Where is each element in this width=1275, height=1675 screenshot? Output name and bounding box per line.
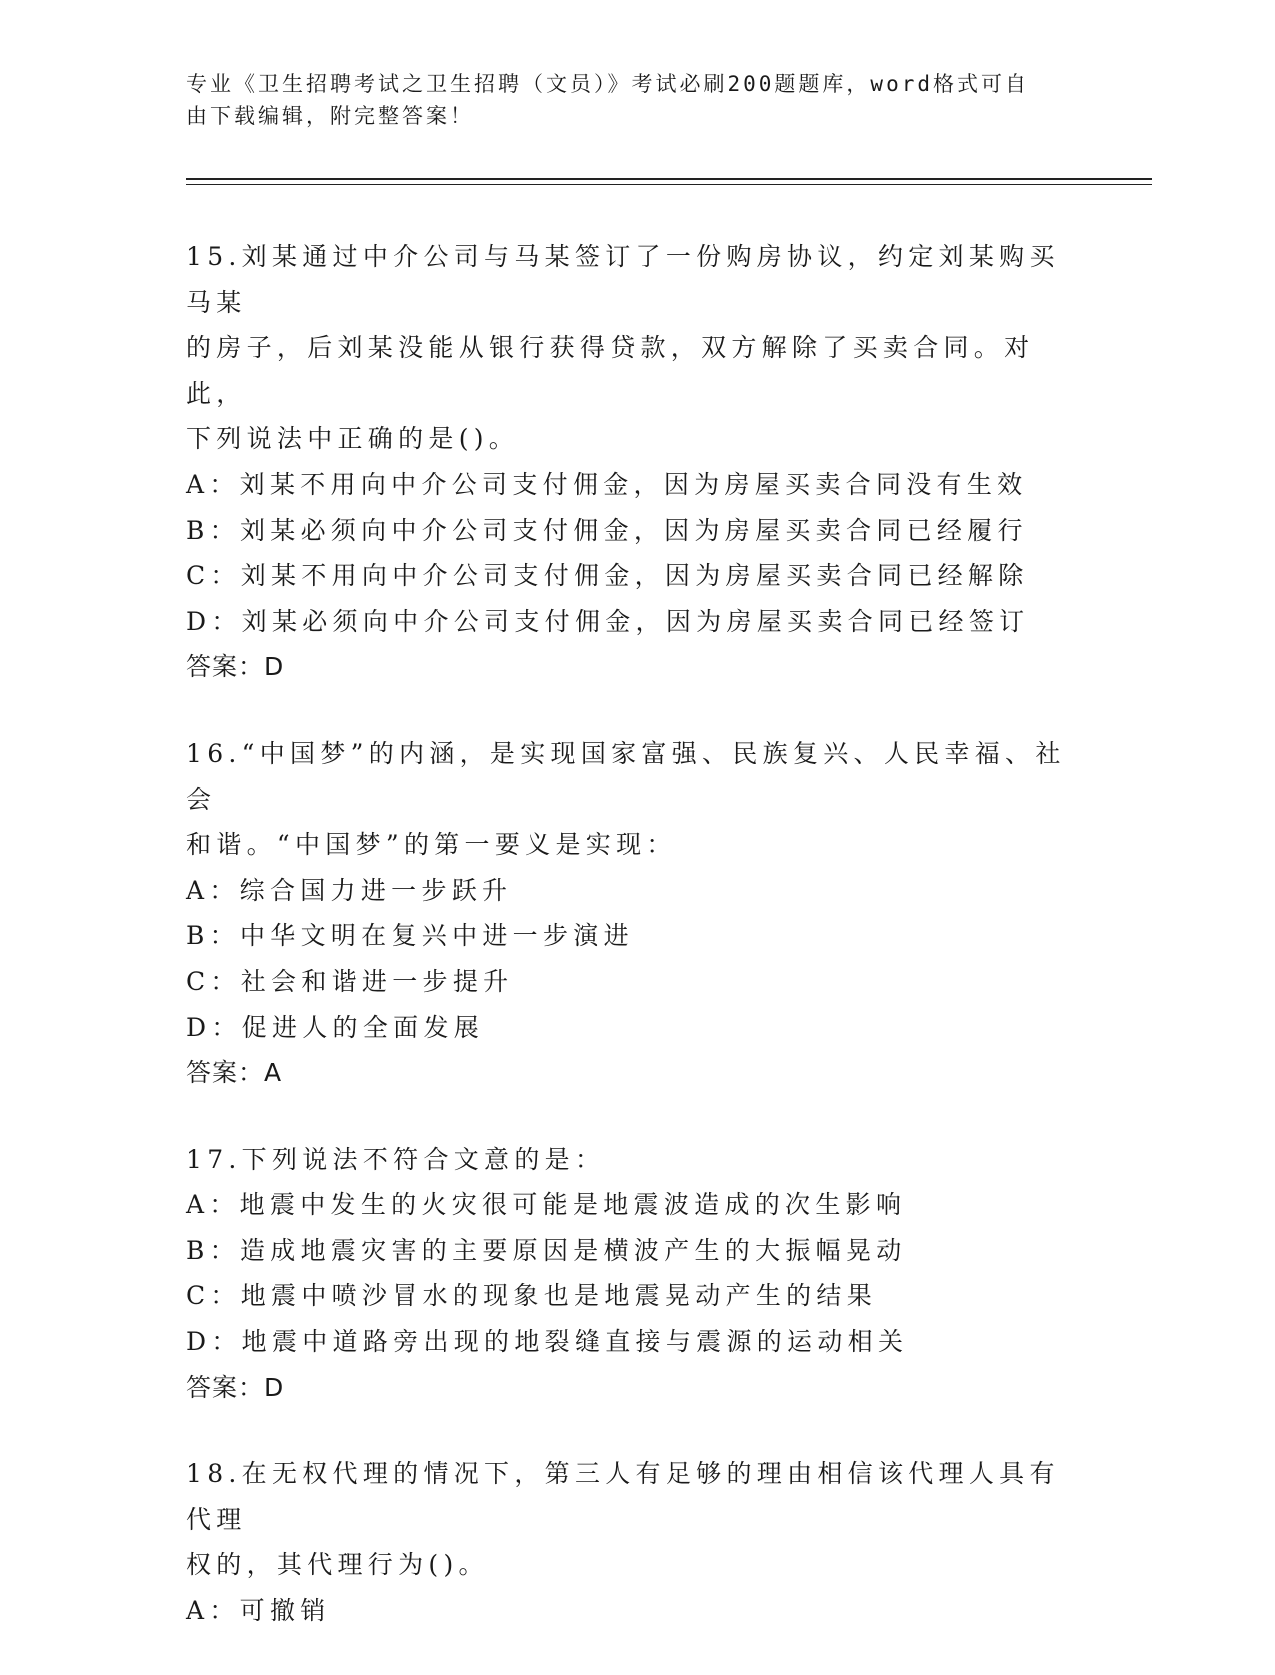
option-a: A：综合国力进一步跃升 bbox=[186, 875, 513, 905]
question-stem-line: 的房子，后刘某没能从银行获得贷款，双方解除了买卖合同。对此， bbox=[186, 333, 1035, 408]
question-stem-line: 15.刘某通过中介公司与马某签订了一份购房协议，约定刘某购买马某 bbox=[186, 242, 1060, 317]
header-line-1: 专业《卫生招聘考试之卫生招聘（文员）》考试必刷200题题库，word格式可自 bbox=[186, 72, 1029, 96]
header-divider bbox=[186, 178, 1152, 180]
option-d: D：刘某必须向中介公司支付佣金，因为房屋买卖合同已经签订 bbox=[186, 606, 1030, 636]
option-a: A：刘某不用向中介公司支付佣金，因为房屋买卖合同没有生效 bbox=[186, 469, 1028, 499]
option-c: C：地震中喷沙冒水的现象也是地震晃动产生的结果 bbox=[186, 1281, 878, 1311]
document-header bbox=[186, 68, 1066, 132]
question-stem-line: 17.下列说法不符合文意的是： bbox=[186, 1144, 606, 1174]
answer-label: 答案：A bbox=[186, 1058, 283, 1088]
answer-label: 答案：D bbox=[186, 652, 285, 682]
option-d: D：促进人的全面发展 bbox=[186, 1012, 485, 1042]
option-d: D：地震中道路旁出现的地裂缝直接与震源的运动相关 bbox=[186, 1327, 909, 1357]
option-a: A：可撤销 bbox=[186, 1596, 331, 1626]
question-stem-line: 18.在无权代理的情况下，第三人有足够的理由相信该代理人具有代理 bbox=[186, 1459, 1060, 1534]
option-b: B：刘某必须向中介公司支付佣金，因为房屋买卖合同已经履行 bbox=[186, 515, 1028, 545]
answer-label: 答案：D bbox=[186, 1372, 285, 1402]
header-line-2: 由下载编辑，附完整答案！ bbox=[186, 104, 474, 128]
question-stem-line: 下列说法中正确的是()。 bbox=[186, 424, 520, 454]
option-a: A：地震中发生的火灾很可能是地震波造成的次生影响 bbox=[186, 1190, 907, 1220]
option-c: C：刘某不用向中介公司支付佣金，因为房屋买卖合同已经解除 bbox=[186, 561, 1029, 591]
header-divider-thin bbox=[186, 184, 1152, 185]
question-15 bbox=[186, 234, 1086, 690]
question-list bbox=[186, 234, 1086, 1675]
question-stem-line: 和谐。“中国梦”的第一要义是实现： bbox=[186, 830, 677, 860]
option-b: B：中华文明在复兴中进一步演进 bbox=[186, 921, 634, 951]
question-18 bbox=[186, 1451, 1086, 1633]
question-stem-line: 权的，其代理行为()。 bbox=[186, 1550, 489, 1580]
option-b: B：造成地震灾害的主要原因是横波产生的大振幅晃动 bbox=[186, 1235, 907, 1265]
question-stem-line: 16.“中国梦”的内涵，是实现国家富强、民族复兴、人民幸福、社会 bbox=[186, 738, 1066, 814]
question-17 bbox=[186, 1137, 1086, 1411]
question-16 bbox=[186, 731, 1086, 1096]
option-c: C：社会和谐进一步提升 bbox=[186, 966, 514, 996]
